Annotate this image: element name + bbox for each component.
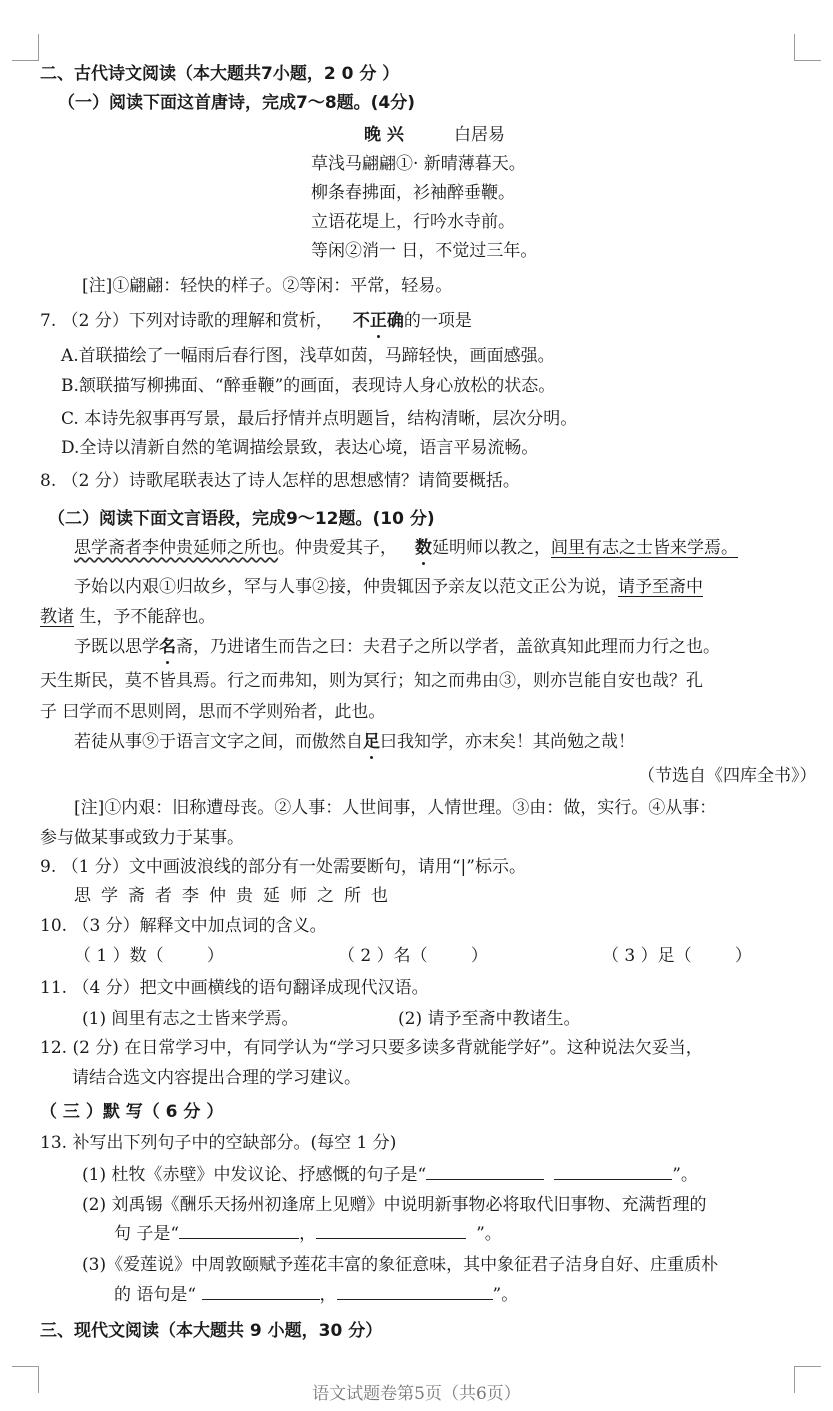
q7-stem-emphasis xyxy=(353,311,404,331)
answer-blank[interactable] xyxy=(426,1163,544,1180)
answer-blank[interactable] xyxy=(179,1222,299,1239)
q7-option-b: B.颔联描写柳拂面、“醉垂鞭”的画面，表现诗人身心放松的状态。 xyxy=(61,376,556,396)
passage-paragraph-2a xyxy=(74,576,703,598)
q10-item-3: （ 3 ）足（ ） xyxy=(602,946,752,966)
poem-line-2: 柳条春拂面，衫袖醉垂鞭。 xyxy=(311,183,515,203)
q7-stem xyxy=(40,310,472,332)
q9-sentence: 思学斋者李仲贵延师之所也 xyxy=(74,886,398,906)
p2b-post: 生，予不能辞也。 xyxy=(74,607,216,627)
passage-source: （节选自《四库全书》） xyxy=(638,766,817,786)
q10-item-1: （ 1 ）数（ ） xyxy=(74,946,224,966)
poem-line-1: 草浅马翩翩①· 新晴薄暮天。 xyxy=(311,154,526,174)
q9-stem: 9. （1 分）文中画波浪线的部分有一处需要断句，请用“|”标示。 xyxy=(40,857,526,877)
p3a-pre: 予既以思学 xyxy=(74,637,159,657)
answer-blank[interactable] xyxy=(337,1283,493,1300)
p1-mid: 。仲贵爱其子， xyxy=(278,538,397,558)
answer-blank[interactable] xyxy=(316,1222,466,1239)
q13-item-3b xyxy=(114,1283,518,1306)
q7-stem-post: 的一项是 xyxy=(403,311,472,331)
poem-author: 白居易 xyxy=(454,125,505,145)
q13-item-1-post: ”。 xyxy=(672,1165,698,1185)
q13-item-2b-pre: 句 子是“ xyxy=(114,1224,180,1244)
q13-item-2a: (2) 刘禹锡《酬乐天扬州初逢席上见赠》中说明新事物必将取代旧事物、充满哲理的 xyxy=(82,1195,707,1215)
p4-post: 曰我知学，亦末矣！其尚勉之哉！ xyxy=(380,732,635,752)
poem-note: [注]①翩翩：轻快的样子。②等闲：平常，轻易。 xyxy=(82,276,453,296)
p3a-post: 斋，乃进诸生而告之曰：夫君子之所以学者，盖欲真知此理而力行之也。 xyxy=(176,637,720,657)
passage-paragraph-3c: 子 曰学而不思则罔，思而不学则殆者，此也。 xyxy=(40,702,386,722)
q7-option-d: D.全诗以清新自然的笔调描绘景致，表达心境，语言平易流畅。 xyxy=(61,438,539,458)
section3-title: 三、现代文阅读（本大题共 9 小题，30 分） xyxy=(40,1321,383,1341)
q11-item-1: (1) 闾里有志之士皆来学焉。 xyxy=(82,1009,299,1029)
section2-title: 二、古代诗文阅读（本大题共7小题，2 0 分 ） xyxy=(40,64,400,84)
underlined-sentence-2b: 教诸 xyxy=(40,607,74,627)
passage-paragraph-2b xyxy=(40,606,215,628)
passage-paragraph-4 xyxy=(74,731,635,753)
q10-item-2: （ 2 ）名（ ） xyxy=(338,946,488,966)
crop-mark-top-left xyxy=(12,34,39,61)
wavy-underlined-sentence: 思学斋者李仲贵延师之所也 xyxy=(74,538,278,558)
q13-item-1-pre: (1) 杜牧《赤壁》中发议论、抒感慨的句子是“ xyxy=(82,1165,427,1185)
q13-item-2b xyxy=(114,1222,502,1245)
q13-item-2b-post: ”。 xyxy=(476,1224,502,1244)
p1-after: 延明师以教之， xyxy=(432,538,551,558)
page-footer: 语文试题卷第5页（共6页） xyxy=(312,1384,521,1404)
poem-title: 晚 兴 xyxy=(364,125,404,145)
q8-stem: 8. （2 分）诗歌尾联表达了诗人怎样的思想感情？请简要概括。 xyxy=(40,471,520,491)
q13-item-2b-mid: ， xyxy=(299,1224,317,1244)
q13-item-3b-mid: ， xyxy=(319,1285,337,1305)
q12-line-2: 请结合选文内容提出合理的学习建议。 xyxy=(72,1068,361,1088)
q7-stem-pre: 7. （2 分）下列对诗歌的理解和赏析， xyxy=(40,311,333,331)
p4-pre: 若徒从事⑨于语言文字之间，而傲然自 xyxy=(74,732,363,752)
q13-stem: 13. 补写出下列句子中的空缺部分。(每空 1 分) xyxy=(40,1133,397,1153)
q7-option-a: A.首联描绘了一幅雨后春行图，浅草如茵，马蹄轻快，画面感强。 xyxy=(61,346,555,366)
dotted-word-shu: 数 xyxy=(415,538,432,558)
part2-title: （二）阅读下面文言语段，完成9～12题。(10 分) xyxy=(48,509,435,529)
q12-line-1: 12. (2 分) 在日常学习中，有同学认为“学习只要多读多背就能学好”。这种说法欠妥当， xyxy=(40,1038,703,1058)
q13-item-3b-pre: 的 语句是“ xyxy=(114,1285,202,1305)
q7-dotted-word: 不正确 xyxy=(352,311,404,331)
q10-stem: 10. （3 分）解释文中加点词的含义。 xyxy=(40,916,327,936)
part3-title: （ 三 ）默 写（ 6 分 ） xyxy=(40,1102,224,1122)
dotted-word-ming: 名 xyxy=(159,637,176,657)
answer-blank[interactable] xyxy=(554,1163,672,1180)
underlined-sentence-1: 闾里有志之士皆来学焉。 xyxy=(551,538,738,558)
passage-paragraph-1 xyxy=(74,537,738,559)
answer-blank[interactable] xyxy=(202,1283,320,1300)
poem-line-4: 等闲②消一 日，不觉过三年。 xyxy=(311,241,538,261)
poem-line-3: 立语花堤上，行吟水寺前。 xyxy=(311,212,515,232)
passage-paragraph-3b: 天生斯民，莫不皆具焉。行之而弗知，则为冥行；知之而弗由③，则亦岂能自安也哉？孔 xyxy=(40,671,703,691)
q7-option-c: C. 本诗先叙事再写景，最后抒情并点明题旨，结构清晰，层次分明。 xyxy=(61,409,578,429)
q13-item-3b-post: ”。 xyxy=(492,1285,519,1305)
dotted-word-zu: 足 xyxy=(363,732,380,752)
p2a-pre: 予始以内艰①归故乡，罕与人事②接，仲贵辄因予亲友以范文正公为说， xyxy=(74,577,618,597)
q11-item-2: (2) 请予至斋中教诸生。 xyxy=(398,1009,581,1029)
passage-note-b: 参与做某事或致力于某事。 xyxy=(40,828,244,848)
q13-item-1 xyxy=(82,1163,698,1186)
passage-note-a: [注]①内艰：旧称遭母丧。②人事：人世间事，人情世理。③由：做，实行。④从事： xyxy=(74,798,717,818)
underlined-sentence-2a: 请予至斋中 xyxy=(618,577,703,597)
part1-title: （一）阅读下面这首唐诗，完成7～8题。(4分) xyxy=(58,93,416,113)
q11-stem: 11. （4 分）把文中画横线的语句翻译成现代汉语。 xyxy=(40,978,429,998)
passage-paragraph-3a xyxy=(74,636,720,658)
q13-item-3a: (3)《爱莲说》中周敦颐赋予莲花丰富的象征意味，其中象征君子洁身自好、庄重质朴 xyxy=(82,1255,719,1275)
crop-mark-top-right xyxy=(794,34,821,61)
